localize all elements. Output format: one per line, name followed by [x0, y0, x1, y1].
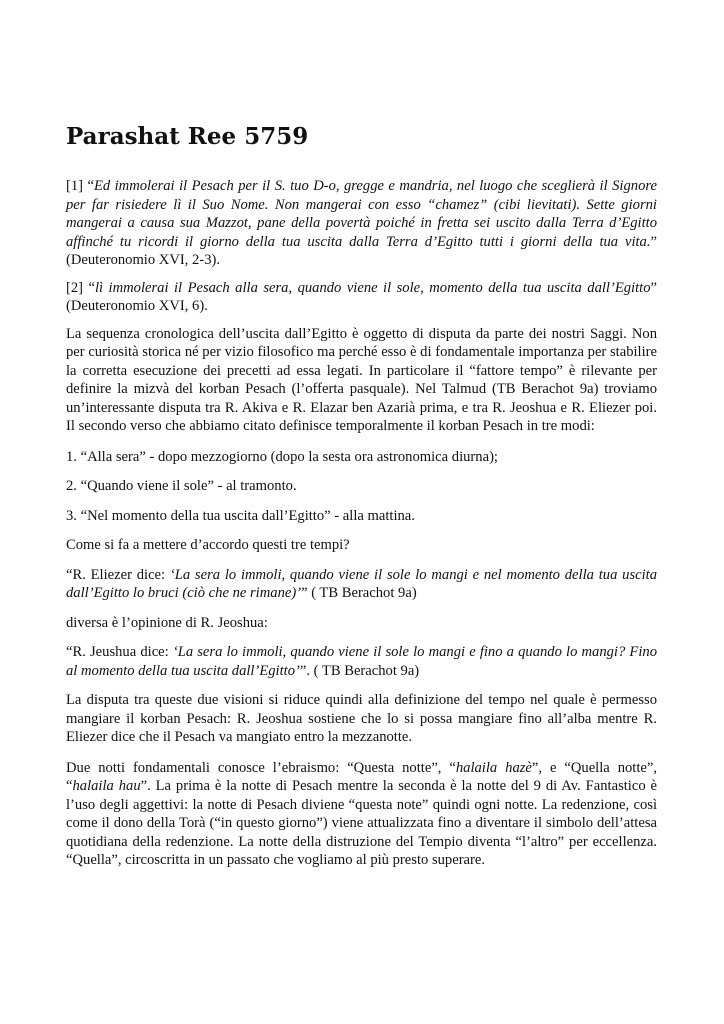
verse-2: [66, 279, 657, 316]
quote-jeushua-reference: ”. ( TB Berachot 9a): [299, 662, 420, 679]
paragraph-dispute: La disputa tra queste due visioni si riduce quindi alla definizione del tempo nel quale è permesso mangiare il korban Pesach: R. Jeoshua sostiene che lo si possa mangiare fino all’alba mentre R. Eliezer dice che il Pesach va mangiato entro la mezzanotte.: [66, 692, 657, 745]
two-nights-text-b: ”, e “Quella notte”, “: [66, 759, 657, 794]
verse-2-reference: ” (Deuteronomio XVI, 6).: [66, 279, 657, 314]
list-item: 1. “Alla sera” - dopo mezzogiorno (dopo la sesta ora astronomica diurna);: [66, 448, 498, 465]
page-title: Parashat Ree 5759: [66, 123, 309, 150]
quote-eliezer: [66, 566, 657, 603]
paragraph-two-nights: [66, 759, 657, 870]
quote-eliezer-lead: “R. Eliezer dice:: [66, 566, 170, 583]
paragraph-question: Come si fa a mettere d’accordo questi tre tempi?: [66, 537, 350, 553]
term-halaila-hau: halaila hau: [72, 778, 141, 794]
paragraph-jeoshua-intro: diversa è l’opinione di R. Jeoshua:: [66, 614, 268, 631]
list-item: 2. “Quando viene il sole” - al tramonto.: [66, 478, 297, 494]
term-halaila-haze: halaila hazè: [455, 759, 532, 776]
verse-1-reference: ” (Deuteronomio XVI, 2-3).: [66, 233, 657, 268]
list-item: 3. “Nel momento della tua uscita dall’Egitto” - alla mattina.: [66, 507, 415, 524]
verse-1: [66, 177, 657, 270]
verse-1-quote: Ed immolerai il Pesach per il S. tuo D-o, gregge e mandria, nel luogo che sceglierà il Signore per far risiedere lì il Suo Nome. Non mangerai con esso “chamez” (cibi lievitati). Sette giorni mangerai a causa sua Mazzot, pane della povertà poiché in fretta sei uscito dalla Terra d’Egitto affinché tu ricordi il giorno della tua uscita dalla Terra d’Egitto tutti i giorni della tua vita.: [66, 178, 657, 250]
quote-jeushua: [66, 643, 657, 680]
paragraph-intro: La sequenza cronologica dell’uscita dall’Egitto è oggetto di disputa da parte dei nostri Saggi. Non per curiosità storica né per vizio filosofico ma perché esso è di fondamentale importanza per stabilire la corretta esecuzione dei precetti ad essa legati. In particolare il “fattore tempo” è rilevante per definire la mizvà del korban Pesach (l’offerta pasquale). Nel Talmud (TB Berachot 9a) troviamo un’interessante disputa tra R. Akiva e R. Elazar ben Azarià prima, e tra R. Jeoshua e R. Eliezer poi. Il secondo verso che abbiamo citato definisce temporalmente il korban Pesach in tre modi:: [66, 325, 657, 434]
two-nights-text-c: ”. La prima è la notte di Pesach mentre la seconda è la notte del 9 di Av. Fantastico è l’uso degli aggettivi: la notte di Pesach diviene “questa note” quindi ogni notte. La redenzione, così come il dono della Torà (“in questo giorno”) viene attualizzata fino a diventare il simbolo dell’attesa quotidiana della redenzione. La notte della distruzione del Tempio diventa “l’altro” per eccellenza. “Quella”, circoscritta in un passato che vogliamo al più presto superare.: [66, 778, 657, 868]
quote-eliezer-text: ‘La sera lo immoli, quando viene il sole lo mangi e nel momento della tua uscita dall’Egitto lo bruci (ciò che ne rimane)’: [66, 566, 658, 601]
document-body: [66, 177, 657, 879]
verse-2-number: [2] “: [66, 279, 95, 296]
two-nights-text-a: Due notti fondamentali conosce l’ebraismo: “Questa notte”, “: [66, 759, 456, 776]
quote-jeushua-text: ‘La sera lo immoli, quando viene il sole lo mangi e fino a quando lo mangi? Fino al momento della tua uscita dall’Egitto’: [66, 644, 657, 679]
quote-eliezer-reference: ” ( TB Berachot 9a): [301, 585, 417, 601]
verse-1-number: [1] “: [66, 178, 94, 194]
quote-jeushua-lead: “R. Jeushua dice:: [66, 644, 173, 660]
verse-2-quote: lì immolerai il Pesach alla sera, quando viene il sole, momento della tua uscita dall’Egitto: [94, 279, 651, 296]
